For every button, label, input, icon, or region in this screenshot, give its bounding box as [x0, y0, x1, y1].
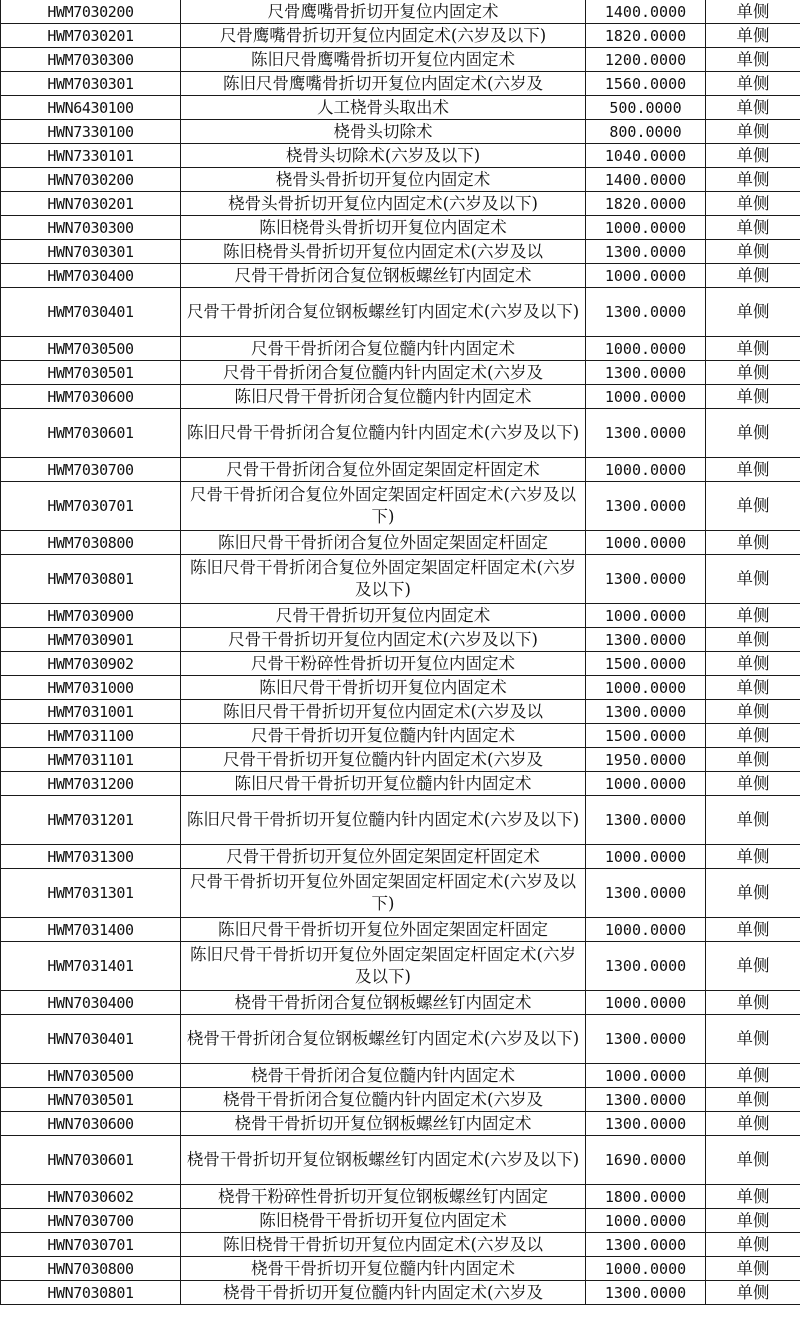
item-code-cell: HWN7330100: [1, 120, 181, 144]
item-name-cell: 尺骨鹰嘴骨折切开复位内固定术: [181, 0, 586, 24]
table-row: [1, 240, 800, 264]
item-price-cell: 1300.0000: [586, 361, 706, 385]
item-unit-cell: 单侧: [706, 1185, 800, 1209]
table-row: [1, 1015, 800, 1064]
item-unit-cell: 单侧: [706, 288, 800, 337]
item-name-cell: 陈旧尺骨干骨折闭合复位外固定架固定杆固定术(六岁及以下): [181, 555, 586, 604]
item-price-cell: 1200.0000: [586, 48, 706, 72]
item-unit-cell: 单侧: [706, 24, 800, 48]
item-code-cell: HWN7030700: [1, 1209, 181, 1233]
item-price-cell: 1300.0000: [586, 1233, 706, 1257]
item-code-cell: HWM7030501: [1, 361, 181, 385]
item-code-cell: HWM7030901: [1, 628, 181, 652]
item-name-cell: 尺骨干骨折闭合复位钢板螺丝钉内固定术(六岁及以下): [181, 288, 586, 337]
item-code-cell: HWN7030500: [1, 1064, 181, 1088]
item-name-cell: 桡骨干骨折闭合复位髓内针内固定术: [181, 1064, 586, 1088]
item-price-cell: 500.0000: [586, 96, 706, 120]
item-name-cell: 尺骨干骨折切开复位外固定架固定杆固定术: [181, 845, 586, 869]
item-price-cell: 1300.0000: [586, 1015, 706, 1064]
item-price-cell: 1000.0000: [586, 264, 706, 288]
table-row: [1, 1136, 800, 1185]
item-name-cell: 陈旧尺骨干骨折切开复位髓内针内固定术(六岁及以下): [181, 796, 586, 845]
item-name-cell: 人工桡骨头取出术: [181, 96, 586, 120]
item-name-cell: 桡骨头切除术(六岁及以下): [181, 144, 586, 168]
item-name-cell: 尺骨干骨折切开复位内固定术(六岁及以下): [181, 628, 586, 652]
item-price-cell: 1000.0000: [586, 772, 706, 796]
item-code-cell: HWN7030701: [1, 1233, 181, 1257]
item-unit-cell: 单侧: [706, 1257, 800, 1281]
item-unit-cell: 单侧: [706, 772, 800, 796]
item-name-cell: 桡骨干骨折切开复位钢板螺丝钉内固定术(六岁及以下): [181, 1136, 586, 1185]
item-name-cell: 陈旧尺骨干骨折切开复位髓内针内固定术: [181, 772, 586, 796]
item-name-cell: 陈旧尺骨干骨折闭合复位髓内针内固定术: [181, 385, 586, 409]
item-price-cell: 1820.0000: [586, 192, 706, 216]
table-row: [1, 482, 800, 531]
table-row: [1, 676, 800, 700]
table-row: [1, 288, 800, 337]
item-code-cell: HWN7030800: [1, 1257, 181, 1281]
item-code-cell: HWN7030600: [1, 1112, 181, 1136]
item-code-cell: HWM7031001: [1, 700, 181, 724]
item-unit-cell: 单侧: [706, 700, 800, 724]
item-price-cell: 1000.0000: [586, 604, 706, 628]
item-unit-cell: 单侧: [706, 991, 800, 1015]
item-price-cell: 1000.0000: [586, 991, 706, 1015]
item-code-cell: HWM7030401: [1, 288, 181, 337]
table-row: [1, 1088, 800, 1112]
table-row: [1, 796, 800, 845]
item-name-cell: 陈旧桡骨干骨折切开复位内固定术: [181, 1209, 586, 1233]
item-code-cell: HWM7030200: [1, 0, 181, 24]
item-name-cell: 尺骨鹰嘴骨折切开复位内固定术(六岁及以下): [181, 24, 586, 48]
item-unit-cell: 单侧: [706, 385, 800, 409]
item-unit-cell: 单侧: [706, 168, 800, 192]
item-unit-cell: 单侧: [706, 144, 800, 168]
table-row: [1, 604, 800, 628]
item-price-cell: 1400.0000: [586, 168, 706, 192]
item-name-cell: 尺骨干骨折闭合复位外固定架固定杆固定术(六岁及以下): [181, 482, 586, 531]
item-code-cell: HWM7030800: [1, 531, 181, 555]
item-price-cell: 1000.0000: [586, 337, 706, 361]
item-price-cell: 800.0000: [586, 120, 706, 144]
item-name-cell: 陈旧尺骨干骨折切开复位外固定架固定杆固定术(六岁及以下): [181, 942, 586, 991]
item-name-cell: 桡骨干骨折闭合复位钢板螺丝钉内固定术(六岁及以下): [181, 1015, 586, 1064]
item-unit-cell: 单侧: [706, 555, 800, 604]
item-unit-cell: 单侧: [706, 1112, 800, 1136]
item-name-cell: 陈旧尺骨干骨折切开复位内固定术: [181, 676, 586, 700]
item-unit-cell: 单侧: [706, 1064, 800, 1088]
table-row: [1, 991, 800, 1015]
item-unit-cell: 单侧: [706, 240, 800, 264]
table-row: [1, 1209, 800, 1233]
table-row: [1, 1233, 800, 1257]
item-unit-cell: 单侧: [706, 361, 800, 385]
item-price-cell: 1300.0000: [586, 240, 706, 264]
item-price-cell: 1000.0000: [586, 216, 706, 240]
item-price-cell: 1500.0000: [586, 652, 706, 676]
item-price-cell: 1000.0000: [586, 385, 706, 409]
table-row: [1, 120, 800, 144]
item-code-cell: HWM7030201: [1, 24, 181, 48]
item-code-cell: HWN7030300: [1, 216, 181, 240]
item-code-cell: HWM7030902: [1, 652, 181, 676]
item-unit-cell: 单侧: [706, 748, 800, 772]
item-code-cell: HWN7030301: [1, 240, 181, 264]
table-row: [1, 918, 800, 942]
item-price-cell: 1300.0000: [586, 555, 706, 604]
table-row: [1, 168, 800, 192]
item-price-cell: 1300.0000: [586, 869, 706, 918]
item-code-cell: HWN7030400: [1, 991, 181, 1015]
item-price-cell: 1300.0000: [586, 482, 706, 531]
item-code-cell: HWM7030500: [1, 337, 181, 361]
item-code-cell: HWM7030900: [1, 604, 181, 628]
item-price-cell: 1040.0000: [586, 144, 706, 168]
item-unit-cell: 单侧: [706, 531, 800, 555]
item-code-cell: HWM7030600: [1, 385, 181, 409]
item-price-cell: 1560.0000: [586, 72, 706, 96]
item-price-cell: 1000.0000: [586, 918, 706, 942]
table-row: [1, 337, 800, 361]
item-unit-cell: 单侧: [706, 676, 800, 700]
item-unit-cell: 单侧: [706, 1233, 800, 1257]
table-row: [1, 1281, 800, 1305]
item-price-cell: 1000.0000: [586, 531, 706, 555]
table-row: [1, 192, 800, 216]
table-row: [1, 264, 800, 288]
item-code-cell: HWN7030601: [1, 1136, 181, 1185]
item-name-cell: 桡骨头骨折切开复位内固定术: [181, 168, 586, 192]
item-code-cell: HWM7031000: [1, 676, 181, 700]
item-unit-cell: 单侧: [706, 942, 800, 991]
item-unit-cell: 单侧: [706, 337, 800, 361]
item-name-cell: 尺骨干骨折闭合复位外固定架固定杆固定术: [181, 458, 586, 482]
table-row: [1, 555, 800, 604]
item-price-cell: 1300.0000: [586, 409, 706, 458]
item-name-cell: 尺骨干骨折闭合复位髓内针内固定术: [181, 337, 586, 361]
item-name-cell: 桡骨干骨折闭合复位髓内针内固定术(六岁及: [181, 1088, 586, 1112]
item-unit-cell: 单侧: [706, 1015, 800, 1064]
item-code-cell: HWM7031201: [1, 796, 181, 845]
item-price-cell: 1300.0000: [586, 1088, 706, 1112]
item-code-cell: HWN7030602: [1, 1185, 181, 1209]
item-name-cell: 桡骨干骨折闭合复位钢板螺丝钉内固定术: [181, 991, 586, 1015]
item-unit-cell: 单侧: [706, 482, 800, 531]
item-name-cell: 陈旧尺骨鹰嘴骨折切开复位内固定术(六岁及: [181, 72, 586, 96]
item-name-cell: 桡骨干骨折切开复位髓内针内固定术: [181, 1257, 586, 1281]
item-name-cell: 尺骨干骨折切开复位髓内针内固定术(六岁及: [181, 748, 586, 772]
item-unit-cell: 单侧: [706, 458, 800, 482]
item-name-cell: 桡骨干骨折切开复位髓内针内固定术(六岁及: [181, 1281, 586, 1305]
item-code-cell: HWM7030801: [1, 555, 181, 604]
item-price-cell: 1300.0000: [586, 288, 706, 337]
item-name-cell: 尺骨干骨折切开复位内固定术: [181, 604, 586, 628]
table-row: [1, 48, 800, 72]
item-name-cell: 桡骨干粉碎性骨折切开复位钢板螺丝钉内固定: [181, 1185, 586, 1209]
item-name-cell: 尺骨干粉碎性骨折切开复位内固定术: [181, 652, 586, 676]
item-price-cell: 1000.0000: [586, 845, 706, 869]
item-unit-cell: 单侧: [706, 72, 800, 96]
table-row: [1, 748, 800, 772]
item-code-cell: HWM7031200: [1, 772, 181, 796]
item-name-cell: 陈旧尺骨干骨折闭合复位外固定架固定杆固定: [181, 531, 586, 555]
table-row: [1, 652, 800, 676]
item-price-cell: 1690.0000: [586, 1136, 706, 1185]
item-code-cell: HWM7031300: [1, 845, 181, 869]
item-name-cell: 尺骨干骨折闭合复位髓内针内固定术(六岁及: [181, 361, 586, 385]
item-code-cell: HWN7030401: [1, 1015, 181, 1064]
table-row: [1, 458, 800, 482]
table-row: [1, 942, 800, 991]
table-row: [1, 772, 800, 796]
item-code-cell: HWN7030501: [1, 1088, 181, 1112]
item-price-cell: 1000.0000: [586, 458, 706, 482]
item-name-cell: 陈旧桡骨干骨折切开复位内固定术(六岁及以: [181, 1233, 586, 1257]
table-row: [1, 24, 800, 48]
table-row: [1, 72, 800, 96]
item-code-cell: HWN7030200: [1, 168, 181, 192]
item-code-cell: HWN7030801: [1, 1281, 181, 1305]
item-price-cell: 1300.0000: [586, 628, 706, 652]
item-code-cell: HWM7031400: [1, 918, 181, 942]
item-price-cell: 1000.0000: [586, 1257, 706, 1281]
item-code-cell: HWN7330101: [1, 144, 181, 168]
item-unit-cell: 单侧: [706, 409, 800, 458]
item-name-cell: 尺骨干骨折切开复位髓内针内固定术: [181, 724, 586, 748]
item-name-cell: 桡骨头骨折切开复位内固定术(六岁及以下): [181, 192, 586, 216]
item-price-cell: 1300.0000: [586, 796, 706, 845]
table-row: [1, 700, 800, 724]
item-name-cell: 陈旧尺骨干骨折切开复位外固定架固定杆固定: [181, 918, 586, 942]
item-name-cell: 陈旧桡骨头骨折切开复位内固定术: [181, 216, 586, 240]
item-price-cell: 1000.0000: [586, 676, 706, 700]
item-code-cell: HWM7031401: [1, 942, 181, 991]
item-unit-cell: 单侧: [706, 796, 800, 845]
table-row: [1, 531, 800, 555]
item-price-cell: 1000.0000: [586, 1064, 706, 1088]
item-unit-cell: 单侧: [706, 216, 800, 240]
item-unit-cell: 单侧: [706, 845, 800, 869]
table-row: [1, 845, 800, 869]
item-unit-cell: 单侧: [706, 1088, 800, 1112]
table-row: [1, 96, 800, 120]
item-code-cell: HWM7030601: [1, 409, 181, 458]
item-unit-cell: 单侧: [706, 918, 800, 942]
table-row: [1, 1064, 800, 1088]
table-row: [1, 1185, 800, 1209]
table-row: [1, 869, 800, 918]
item-price-cell: 1300.0000: [586, 700, 706, 724]
table-row: [1, 628, 800, 652]
item-unit-cell: 单侧: [706, 724, 800, 748]
item-price-cell: 1820.0000: [586, 24, 706, 48]
item-price-cell: 1500.0000: [586, 724, 706, 748]
item-code-cell: HWM7030700: [1, 458, 181, 482]
item-code-cell: HWM7030300: [1, 48, 181, 72]
item-price-cell: 1950.0000: [586, 748, 706, 772]
item-price-cell: 1800.0000: [586, 1185, 706, 1209]
item-code-cell: HWM7030400: [1, 264, 181, 288]
item-name-cell: 尺骨干骨折闭合复位钢板螺丝钉内固定术: [181, 264, 586, 288]
table-row: [1, 216, 800, 240]
item-unit-cell: 单侧: [706, 1281, 800, 1305]
item-price-cell: 1300.0000: [586, 942, 706, 991]
item-unit-cell: 单侧: [706, 0, 800, 24]
item-name-cell: 尺骨干骨折切开复位外固定架固定杆固定术(六岁及以下): [181, 869, 586, 918]
table-row: [1, 385, 800, 409]
item-name-cell: 陈旧尺骨干骨折闭合复位髓内针内固定术(六岁及以下): [181, 409, 586, 458]
item-code-cell: HWN7030201: [1, 192, 181, 216]
item-price-cell: 1300.0000: [586, 1281, 706, 1305]
item-unit-cell: 单侧: [706, 48, 800, 72]
item-code-cell: HWM7031101: [1, 748, 181, 772]
item-price-cell: 1000.0000: [586, 1209, 706, 1233]
item-code-cell: HWN6430100: [1, 96, 181, 120]
item-unit-cell: 单侧: [706, 192, 800, 216]
item-unit-cell: 单侧: [706, 1209, 800, 1233]
item-code-cell: HWM7031301: [1, 869, 181, 918]
table-row: [1, 724, 800, 748]
table-row: [1, 0, 800, 24]
item-code-cell: HWM7030301: [1, 72, 181, 96]
fee-table-body: [1, 0, 800, 1305]
item-unit-cell: 单侧: [706, 604, 800, 628]
table-row: [1, 409, 800, 458]
item-unit-cell: 单侧: [706, 628, 800, 652]
item-price-cell: 1400.0000: [586, 0, 706, 24]
item-unit-cell: 单侧: [706, 869, 800, 918]
item-code-cell: HWM7031100: [1, 724, 181, 748]
item-unit-cell: 单侧: [706, 96, 800, 120]
table-row: [1, 1257, 800, 1281]
item-price-cell: 1300.0000: [586, 1112, 706, 1136]
table-row: [1, 361, 800, 385]
table-row: [1, 1112, 800, 1136]
item-unit-cell: 单侧: [706, 120, 800, 144]
item-unit-cell: 单侧: [706, 652, 800, 676]
item-unit-cell: 单侧: [706, 1136, 800, 1185]
item-name-cell: 桡骨头切除术: [181, 120, 586, 144]
item-name-cell: 陈旧桡骨头骨折切开复位内固定术(六岁及以: [181, 240, 586, 264]
item-unit-cell: 单侧: [706, 264, 800, 288]
item-name-cell: 陈旧尺骨鹰嘴骨折切开复位内固定术: [181, 48, 586, 72]
item-name-cell: 桡骨干骨折切开复位钢板螺丝钉内固定术: [181, 1112, 586, 1136]
item-code-cell: HWM7030701: [1, 482, 181, 531]
item-name-cell: 陈旧尺骨干骨折切开复位内固定术(六岁及以: [181, 700, 586, 724]
table-row: [1, 144, 800, 168]
